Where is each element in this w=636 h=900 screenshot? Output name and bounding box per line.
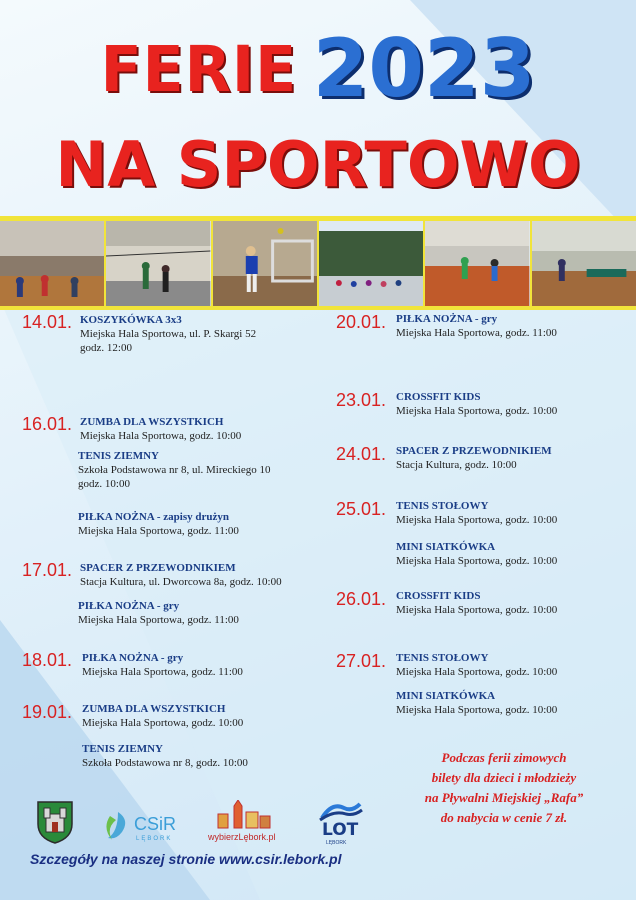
date-label: 18.01. — [22, 650, 73, 670]
date-label: 16.01. — [22, 414, 73, 434]
lebork-coat-of-arms-icon — [36, 800, 74, 849]
town-skyline-icon — [214, 800, 274, 830]
notice-line: do nabycia w cenie 7 zł. — [440, 810, 568, 825]
event-name: MINI SIATKÓWKA — [396, 690, 496, 702]
footer-website-link[interactable]: Szczegóły na naszej stronie www.csir.lebork.pl — [30, 851, 342, 867]
event-item — [396, 689, 626, 717]
event-place: Miejska Hala Sportowa, godz. 11:00 — [78, 525, 239, 537]
lot-wave-icon — [318, 800, 364, 822]
photo-forest-walk — [317, 221, 423, 306]
title-ferie: FERIE — [100, 33, 298, 107]
event-place: Stacja Kultura, godz. 10:00 — [396, 459, 517, 471]
event-hour: godz. 12:00 — [80, 342, 132, 354]
event-name: SPACER Z PRZEWODNIKIEM — [80, 562, 236, 574]
csir-logo — [104, 810, 184, 846]
event-place: Miejska Hala Sportowa, godz. 10:00 — [396, 405, 558, 417]
wybierz-lebork-logo — [208, 800, 280, 846]
event-place: Miejska Hala Sportowa, godz. 10:00 — [396, 704, 558, 716]
event-hour: godz. 10:00 — [78, 478, 130, 490]
event-name: CROSSFIT KIDS — [396, 590, 481, 602]
event-name: TENIS ZIEMNY — [78, 450, 159, 462]
csir-logo-text: CSiR — [134, 814, 177, 834]
event-name: KOSZYKÓWKA 3x3 — [80, 314, 182, 326]
title-line-2: NA SPORTOWO — [55, 128, 581, 201]
event-place: Stacja Kultura, ul. Dworcowa 8a, godz. 10:00 — [80, 576, 282, 588]
sponsor-logos — [0, 800, 400, 850]
event-place: Miejska Hala Sportowa, godz. 11:00 — [78, 614, 239, 626]
event-place: Miejska Hala Sportowa, godz. 11:00 — [396, 327, 557, 339]
event-item — [82, 702, 322, 730]
event-item — [80, 313, 320, 355]
csir-leaf-icon — [104, 810, 132, 844]
event-item — [82, 651, 322, 679]
pool-ticket-notice — [394, 748, 614, 828]
event-place: Szkoła Podstawowa nr 8, ul. Mireckiego 10 — [78, 464, 271, 476]
event-item — [82, 742, 322, 770]
event-name: PIŁKA NOŻNA - gry — [82, 652, 184, 664]
event-name: PIŁKA NOŻNA - zapisy drużyn — [78, 511, 229, 523]
event-item — [396, 589, 626, 617]
event-item — [396, 651, 626, 679]
event-name: SPACER Z PRZEWODNIKIEM — [396, 445, 552, 457]
photo-table-tennis-hall — [530, 221, 636, 306]
event-place: Miejska Hala Sportowa, godz. 10:00 — [80, 430, 242, 442]
lot-lebork-logo — [316, 800, 366, 848]
wybierz-lebork-text: wybierzLębork.pl — [208, 832, 276, 842]
event-item — [396, 312, 626, 340]
event-place: Szkoła Podstawowa nr 8, godz. 10:00 — [82, 757, 248, 769]
photo-indoor-football — [423, 221, 529, 306]
csir-logo-subtext: LĘBORK — [136, 836, 173, 842]
event-name: TENIS STOŁOWY — [396, 500, 489, 512]
event-place: Miejska Hala Sportowa, godz. 11:00 — [82, 666, 243, 678]
notice-line: bilety dla dzieci i młodzieży — [431, 770, 577, 785]
date-label: 27.01. — [336, 651, 387, 671]
date-label: 20.01. — [336, 312, 387, 332]
event-item — [396, 499, 626, 527]
event-name: PIŁKA NOŻNA - gry — [396, 313, 498, 325]
lot-logo-text: LOT — [322, 820, 359, 840]
event-item — [396, 390, 626, 418]
event-name: CROSSFIT KIDS — [396, 391, 481, 403]
date-label: 19.01. — [22, 702, 73, 722]
event-item — [80, 561, 320, 589]
event-name: TENIS ZIEMNY — [82, 743, 163, 755]
date-label: 17.01. — [22, 560, 73, 580]
event-place: Miejska Hala Sportowa, godz. 10:00 — [396, 666, 558, 678]
event-item — [80, 415, 320, 443]
event-item — [78, 449, 318, 491]
title-line-1 — [0, 22, 636, 115]
lot-logo-subtext: LĘBORK — [326, 840, 347, 846]
event-name: TENIS STOŁOWY — [396, 652, 489, 664]
event-place: Miejska Hala Sportowa, ul. P. Skargi 52 — [80, 328, 257, 340]
title-year: 2023 — [312, 22, 536, 115]
event-name: ZUMBA DLA WSZYSTKICH — [80, 416, 224, 428]
event-place: Miejska Hala Sportowa, godz. 10:00 — [82, 717, 244, 729]
photo-sports-hall-basketball — [0, 221, 104, 306]
event-name: PIŁKA NOŻNA - gry — [78, 600, 180, 612]
date-label: 25.01. — [336, 499, 387, 519]
date-label: 14.01. — [22, 312, 73, 332]
date-label: 24.01. — [336, 444, 387, 464]
event-item — [78, 510, 318, 538]
title-area — [0, 0, 636, 215]
date-label: 23.01. — [336, 390, 387, 410]
photo-handball-goal — [211, 221, 317, 306]
event-place: Miejska Hala Sportowa, godz. 10:00 — [396, 514, 558, 526]
event-place: Miejska Hala Sportowa, godz. 10:00 — [396, 604, 558, 616]
event-name: MINI SIATKÓWKA — [396, 541, 496, 553]
event-item — [396, 444, 626, 472]
event-item — [396, 540, 626, 568]
event-item — [78, 599, 318, 627]
notice-line: Podczas ferii zimowych — [441, 750, 567, 765]
event-place: Miejska Hala Sportowa, godz. 10:00 — [396, 555, 558, 567]
photo-volleyball-hall — [104, 221, 210, 306]
event-name: ZUMBA DLA WSZYSTKICH — [82, 703, 226, 715]
date-label: 26.01. — [336, 589, 387, 609]
notice-line: na Pływalni Miejskiej „Rafa” — [424, 790, 584, 805]
photo-strip — [0, 216, 636, 310]
